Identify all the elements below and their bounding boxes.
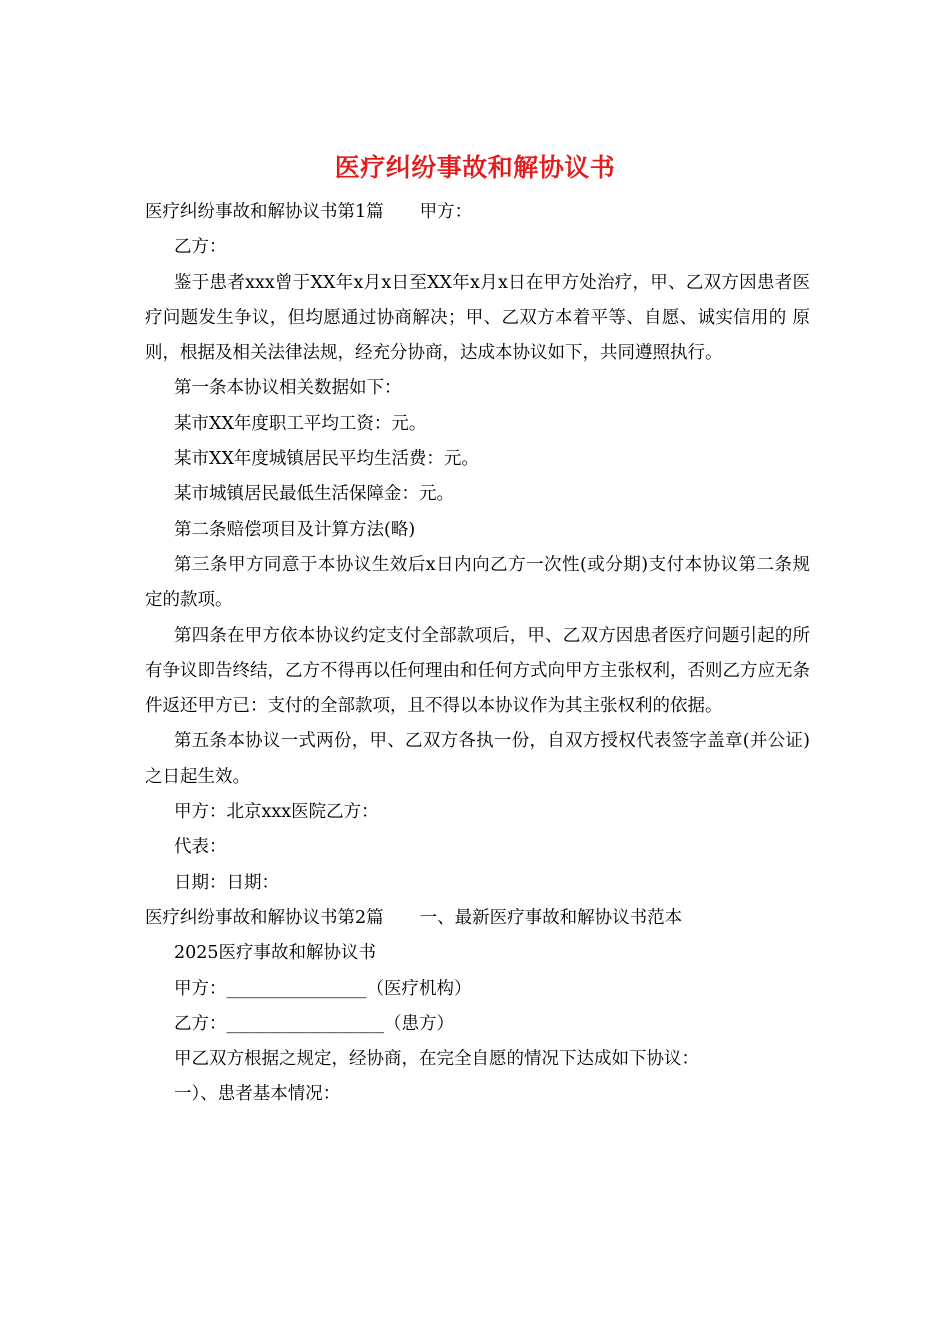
section2-heading-line bbox=[145, 901, 810, 936]
document-body bbox=[145, 195, 810, 1113]
intro-paragraph: 鉴于患者xxx曾于XX年x月x日至XX年x月x日在甲方处治疗，甲、乙双方因患者医疗问题发生争议，但均愿通过协商解决；甲、乙双方本着平等、自愿、诚实信用的 原则，根据及相关法律法规，经充分协商，达成本协议如下，共同遵照执行。 bbox=[145, 272, 810, 364]
party-b-label: 乙方： bbox=[174, 237, 227, 258]
data-line-1: 某市XX年度职工平均工资：元。 bbox=[174, 413, 427, 434]
section2-subheading: 一、最新医疗事故和解协议书范本 bbox=[419, 907, 683, 928]
dates-line: 日期：日期： bbox=[174, 872, 279, 893]
article-1: 第一条本协议相关数据如下： bbox=[174, 378, 402, 399]
representative-line: 代表： bbox=[174, 837, 227, 858]
section1-heading: 医疗纠纷事故和解协议书第1篇 bbox=[145, 202, 384, 222]
party-a-label: 甲方： bbox=[419, 202, 473, 222]
section2-heading: 医疗纠纷事故和解协议书第2篇 bbox=[145, 907, 384, 928]
section2-party-b: 乙方：__________________（患方） bbox=[174, 1013, 454, 1034]
data-line-2: 某市XX年度城镇居民平均生活费：元。 bbox=[174, 449, 479, 470]
article-3: 第三条甲方同意于本协议生效后x日内向乙方一次性(或分期)支付本协议第二条规定的款项。 bbox=[145, 554, 810, 611]
document-title: 医疗纠纷事故和解协议书 bbox=[334, 153, 616, 182]
section2-doc-title: 2025医疗事故和解协议书 bbox=[174, 943, 377, 964]
article-5: 第五条本协议一式两份，甲、乙双方各执一份，自双方授权代表签字盖章(并公证)之日起生效。 bbox=[145, 731, 810, 787]
section2-agreement: 甲乙双方根据之规定，经协商，在完全自愿的情况下达成如下协议： bbox=[174, 1049, 699, 1070]
section2-item-1: 一）、患者基本情况： bbox=[174, 1084, 341, 1105]
article-4: 第四条在甲方依本协议约定支付全部款项后，甲、乙双方因患者医疗问题引起的所有争议即告终结，乙方不得再以任何理由和任何方式向甲方主张权利，否则乙方应无条件返还甲方已：支付的全部款项，且不得以本协议作为其主张权利的依据。 bbox=[145, 625, 810, 717]
data-line-3: 某市城镇居民最低生活保障金：元。 bbox=[174, 484, 454, 505]
article-2: 第二条赔偿项目及计算方法(略) bbox=[174, 519, 416, 540]
signature-parties: 甲方：北京xxx医院乙方： bbox=[174, 802, 379, 823]
section1-heading-line bbox=[145, 195, 810, 230]
section2-party-a: 甲方：________________（医疗机构） bbox=[174, 978, 472, 999]
